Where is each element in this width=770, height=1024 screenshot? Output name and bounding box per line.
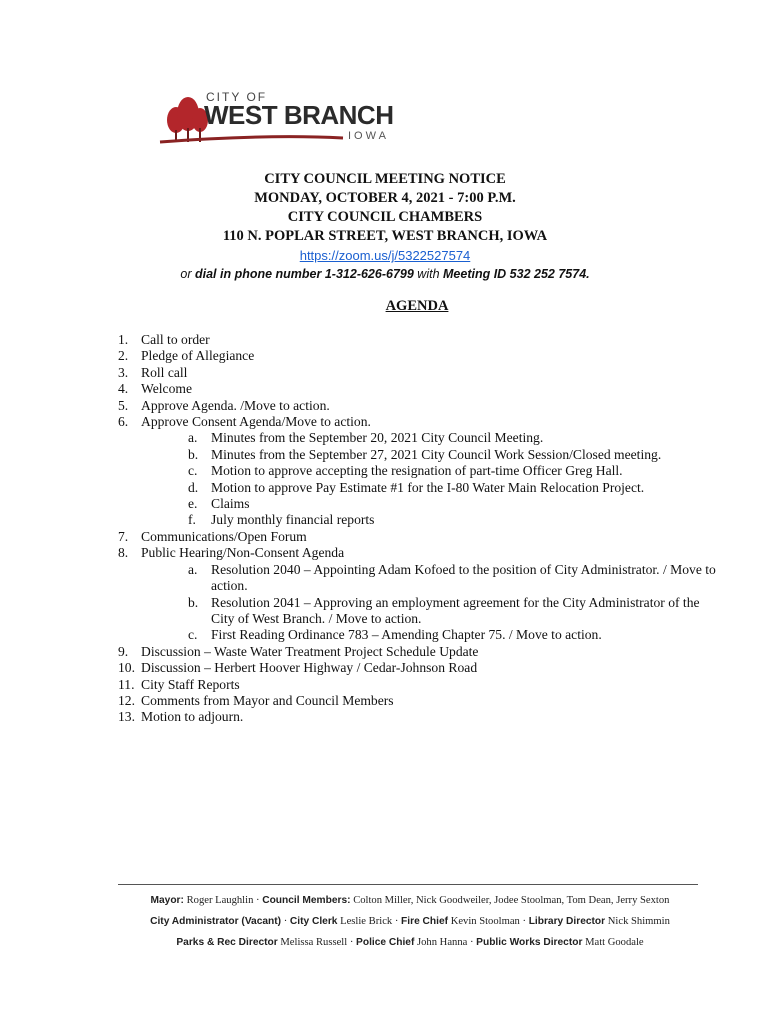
list-item: 7. Communications/Open Forum — [118, 528, 307, 544]
sub-item: f. July monthly financial reports — [188, 512, 375, 528]
city-logo — [158, 86, 398, 152]
meeting-location: CITY COUNCIL CHAMBERS — [287, 209, 483, 225]
list-item: 10. Discussion – Herbert Hoover Highway / Cedar-Johnson Road — [118, 660, 478, 676]
list-item: 9. Discussion – Waste Water Treatment Project Schedule Update — [118, 643, 479, 659]
meeting-address: 110 N. POPLAR STREET, WEST BRANCH, IOWA — [222, 228, 548, 244]
list-item: 2. Pledge of Allegiance — [118, 348, 255, 364]
list-item: 1. Call to order — [118, 332, 210, 347]
agenda-list — [118, 332, 718, 726]
meeting-date: MONDAY, OCTOBER 4, 2021 - 7:00 P.M. — [254, 190, 516, 206]
agenda-title: AGENDA — [385, 298, 449, 314]
list-item: 5. Approve Agenda. /Move to action. — [118, 397, 330, 413]
footer-divider — [118, 884, 698, 885]
sub-item: b. Minutes from the September 27, 2021 City Council Work Session/Closed meeting. — [188, 446, 662, 462]
footer-officials — [110, 890, 710, 953]
dial-in-info: or dial in phone number 1-312-626-6799 with Meeting ID 532 252 7574. — [180, 267, 590, 281]
sub-item: c. Motion to approve accepting the resignation of part-time Officer Greg Hall. — [188, 463, 623, 479]
sub-item: d. Motion to approve Pay Estimate #1 for the I-80 Water Main Relocation Project. — [188, 479, 645, 495]
sub-item: c. First Reading Ordinance 783 – Amending Chapter 75. / Move to action. — [188, 627, 602, 643]
list-item: 6. Approve Consent Agenda/Move to action. — [118, 414, 371, 430]
sub-item: a. Resolution 2040 – Appointing Adam Kofoed to the position of City Administrator. / Move to action. — [188, 561, 716, 594]
footer-line-1: Mayor: Roger Laughlin · Council Members: Colton Miller, Nick Goodweiler, Jodee Stoolman, Tom Dean, Jerry Sexton — [150, 895, 670, 906]
logo-state: IOWA — [348, 130, 389, 142]
list-item: 8. Public Hearing/Non-Consent Agenda — [118, 545, 345, 561]
sub-item: b. Resolution 2041 – Approving an employment agreement for the City Administrator of the City of West Branch. / Move to action. — [188, 594, 700, 626]
zoom-link[interactable]: https://zoom.us/j/5322527574 — [299, 248, 471, 263]
list-item: 13. Motion to adjourn. — [118, 709, 244, 725]
meeting-header — [0, 170, 770, 284]
list-item: 3. Roll call — [118, 364, 188, 380]
sub-item: e. Claims — [188, 496, 250, 512]
list-item: 11. City Staff Reports — [118, 676, 240, 692]
footer-line-2: City Administrator (Vacant) · City Clerk Leslie Brick · Fire Chief Kevin Stoolman · Library Director Nick Shimmin — [150, 916, 670, 927]
footer-line-3: Parks & Rec Director Melissa Russell · Police Chief John Hanna · Public Works Director Matt Goodale — [176, 937, 644, 948]
logo-name: WEST BRANCH — [204, 100, 394, 130]
logo-city-of: CITY OF — [206, 90, 268, 104]
list-item: 12. Comments from Mayor and Council Members — [118, 692, 394, 708]
list-item: 4. Welcome — [118, 381, 192, 397]
notice-title: CITY COUNCIL MEETING NOTICE — [264, 171, 506, 187]
sub-item: a. Minutes from the September 20, 2021 City Council Meeting. — [188, 430, 544, 446]
